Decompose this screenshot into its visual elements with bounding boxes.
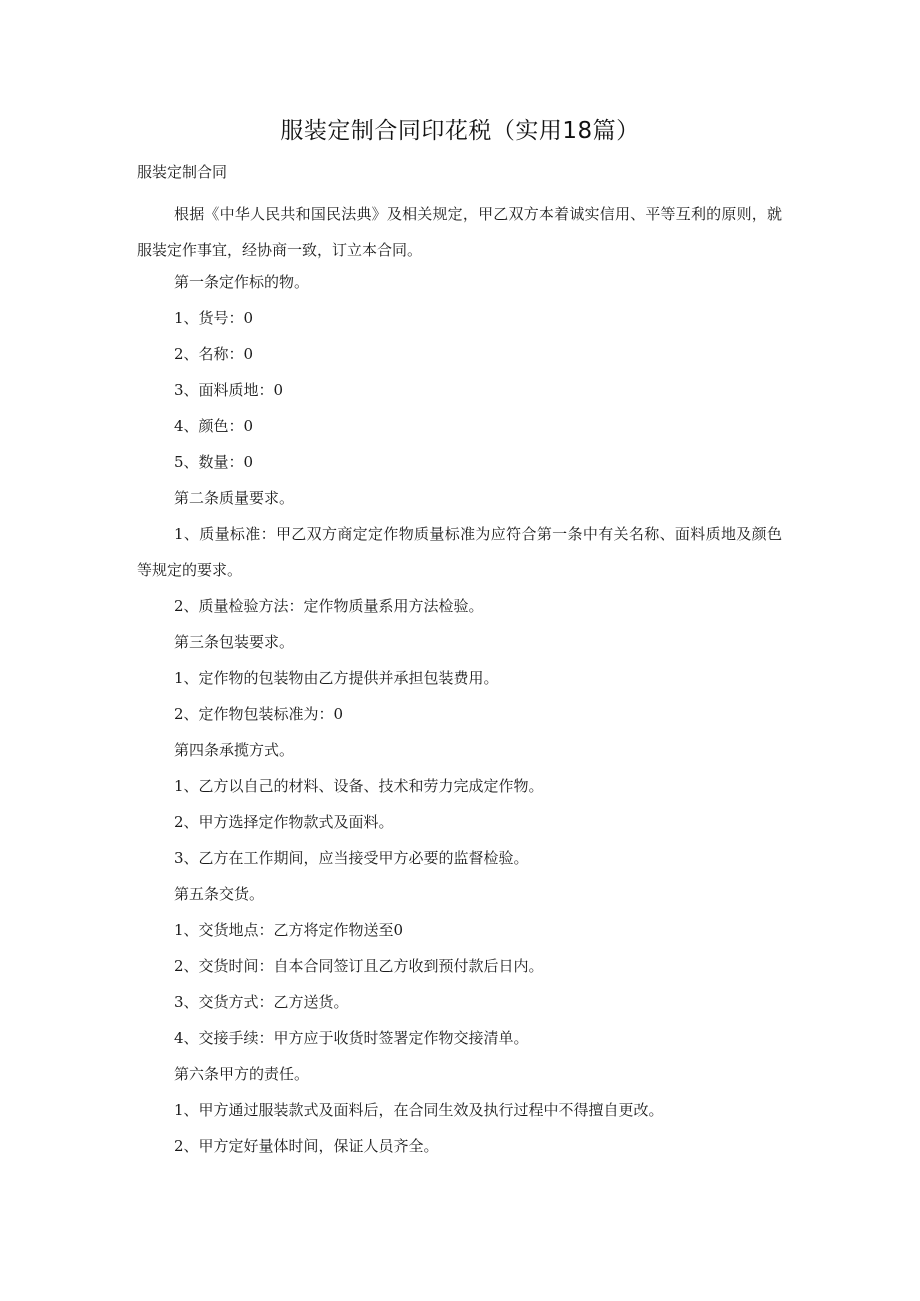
clause-item: 1、货号：0: [174, 309, 254, 327]
clause-item: 1、交货地点：乙方将定作物送至0: [174, 921, 404, 939]
clause-item: 3、乙方在工作期间，应当接受甲方必要的监督检验。: [174, 849, 529, 867]
paragraph-intro: 根据《中华人民共和国民法典》及相关规定，甲乙双方本着诚实信用、平等互利的原则，就服装定作事宜，经协商一致，订立本合同。: [137, 205, 782, 259]
clause-item: 2、甲方定好量体时间，保证人员齐全。: [174, 1137, 439, 1155]
clause-item: 4、交接手续：甲方应于收货时签署定作物交接清单。: [174, 1029, 529, 1047]
clause-item: 1、定作物的包装物由乙方提供并承担包装费用。: [174, 669, 499, 687]
clause-item: 1、甲方通过服装款式及面料后，在合同生效及执行过程中不得擅自更改。: [174, 1101, 664, 1119]
clause-item: 3、面料质地：0: [174, 381, 284, 399]
document-subtitle: 服装定制合同: [137, 163, 228, 181]
document-title: 服装定制合同印花税（实用18篇）: [280, 118, 640, 144]
clause-heading: 第四条承揽方式。: [174, 741, 295, 759]
clause-heading: 第五条交货。: [174, 885, 265, 903]
clause-heading: 第一条定作标的物。: [174, 273, 310, 291]
clause-item: 2、质量检验方法：定作物质量系用方法检验。: [174, 597, 484, 615]
clause-heading: 第三条包装要求。: [174, 633, 295, 651]
clause-heading: 第二条质量要求。: [174, 489, 295, 507]
clause-item: 4、颜色：0: [174, 417, 254, 435]
clause-item: 2、甲方选择定作物款式及面料。: [174, 813, 394, 831]
clause-item: 1、质量标准：甲乙双方商定定作物质量标准为应符合第一条中有关名称、面料质地及颜色等规定的要求。: [137, 525, 782, 579]
clause-item: 5、数量：0: [174, 453, 254, 471]
clause-heading: 第六条甲方的责任。: [174, 1065, 310, 1083]
clause-item: 2、名称：0: [174, 345, 254, 363]
clause-item: 1、乙方以自己的材料、设备、技术和劳力完成定作物。: [174, 777, 544, 795]
clause-item: 2、交货时间：自本合同签订且乙方收到预付款后日内。: [174, 957, 544, 975]
clause-item: 2、定作物包装标准为：0: [174, 705, 344, 723]
clause-item: 3、交货方式：乙方送货。: [174, 993, 349, 1011]
